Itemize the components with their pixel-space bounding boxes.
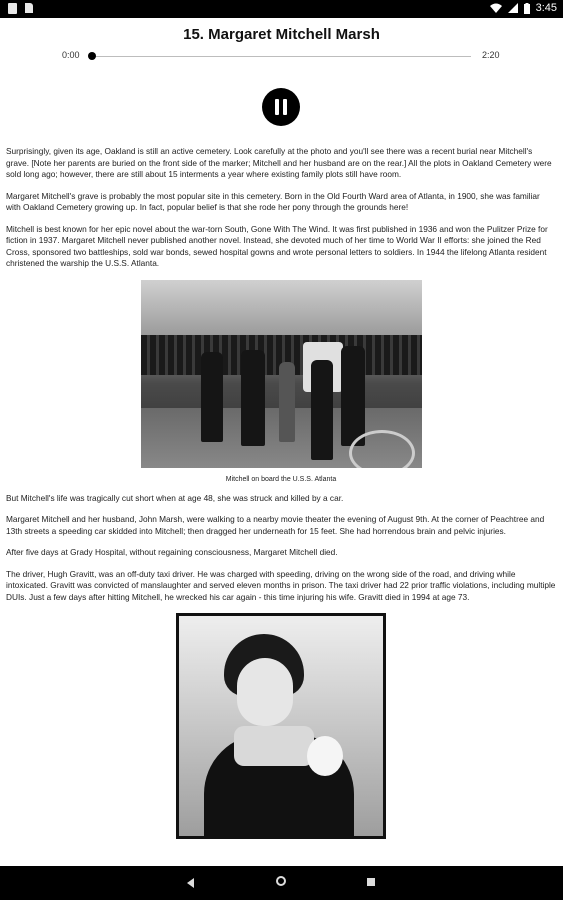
sd-card-icon: [25, 3, 33, 13]
pause-icon-bar-left: [275, 99, 279, 115]
recents-icon[interactable]: [367, 878, 375, 886]
status-bar: [0, 0, 563, 18]
wifi-icon: [490, 3, 502, 13]
photo-figure: [241, 350, 265, 446]
signal-icon: [508, 3, 518, 13]
status-left: [8, 3, 33, 14]
paragraph: Surprisingly, given its age, Oakland is still an active cemetery. Look carefully at the photo and you'll see there was a recent burial near Mitchell's grave. [Note her parents are buried on the front side of the marker; Mitchell and her husband are on the rear.] All the plots in Oakland Cemetery were sold long ago; however, there are still about 15 interments a year where existing family plots still have room.: [6, 146, 552, 179]
navigation-bar: [0, 866, 563, 900]
photo-figure: [311, 360, 333, 460]
battery-icon: [524, 3, 530, 14]
photo-figure: [279, 362, 295, 442]
paragraph: But Mitchell's life was tragically cut short when at age 48, she was struck and killed by a car.: [6, 492, 344, 503]
figure-uss-atlanta: [6, 280, 556, 483]
pause-button[interactable]: [262, 88, 300, 126]
figure-caption: Mitchell on board the U.S.S. Atlanta: [225, 475, 337, 483]
photo-figure: [201, 352, 223, 442]
figure-portrait: [6, 613, 556, 844]
notification-icon: [8, 3, 17, 14]
paragraph: The driver, Hugh Gravitt, was an off-duty taxi driver. He was charged with speeding, driving on the wrong side of the road, and driving while intoxicated. Gravitt was convicted of manslaughter and served eleven months in prison. The taxi driver had 22 prior traffic violations, including multiple DUIs. Just a few days after hitting Mitchell, he wrecked his car again - this time injuring his wife. Gravitt died in 1994 at age 73.: [6, 568, 556, 602]
paragraph: Margaret Mitchell's grave is probably the most popular site in this cemetery. Born in the Old Fourth Ward area of Atlanta, in 1900, she was familiar with Oakland Cemetery growing up. In fact, popular belief is that she rode her pony through the grounds here!: [6, 190, 540, 212]
portrait-collar: [234, 726, 314, 766]
uss-atlanta-photo: [141, 280, 422, 468]
home-icon[interactable]: [276, 876, 286, 886]
page-title: 15. Margaret Mitchell Marsh: [183, 26, 380, 43]
portrait-corsage: [307, 736, 343, 776]
photo-figure: [341, 346, 365, 446]
duration: 2:20: [482, 50, 500, 60]
status-time: 3:45: [535, 2, 557, 14]
paragraph: After five days at Grady Hospital, without regaining consciousness, Margaret Mitchell died.: [6, 547, 338, 557]
article-body: [6, 146, 556, 844]
paragraph: Mitchell is best known for her epic novel about the war-torn South, Gone With The Wind. It was first published in 1936 and won the Pulitzer Prize for fiction in 1937. Margaret Mitchell never published another novel. Instead, she devoted much of her time to World War II efforts: she joined the Red Cross, sponsored two battleships, sold war bonds, sewed hospital gowns and wrote personal letters to soldiers. In 1944 the lifelong Atlanta resident christened the warship the U.S.S. Atlanta.: [6, 223, 548, 268]
margaret-mitchell-portrait: [176, 613, 386, 839]
back-icon[interactable]: [187, 878, 194, 888]
audio-player: [0, 48, 563, 128]
paragraph: Margaret Mitchell and her husband, John Marsh, were walking to a nearby movie theater the evening of August 9th. At the corner of Peachtree and 13th streets a speeding car skidded into Mitchell; then dragged her underneath for 15 feet. She had horrendous brain and pelvic injuries.: [6, 514, 545, 536]
seek-thumb[interactable]: [88, 52, 96, 60]
current-time: 0:00: [62, 50, 80, 60]
status-right: [490, 2, 557, 14]
portrait-face: [237, 658, 293, 726]
seek-bar[interactable]: [91, 56, 471, 57]
pause-icon-bar-right: [283, 99, 287, 115]
screen-content[interactable]: [0, 18, 563, 866]
